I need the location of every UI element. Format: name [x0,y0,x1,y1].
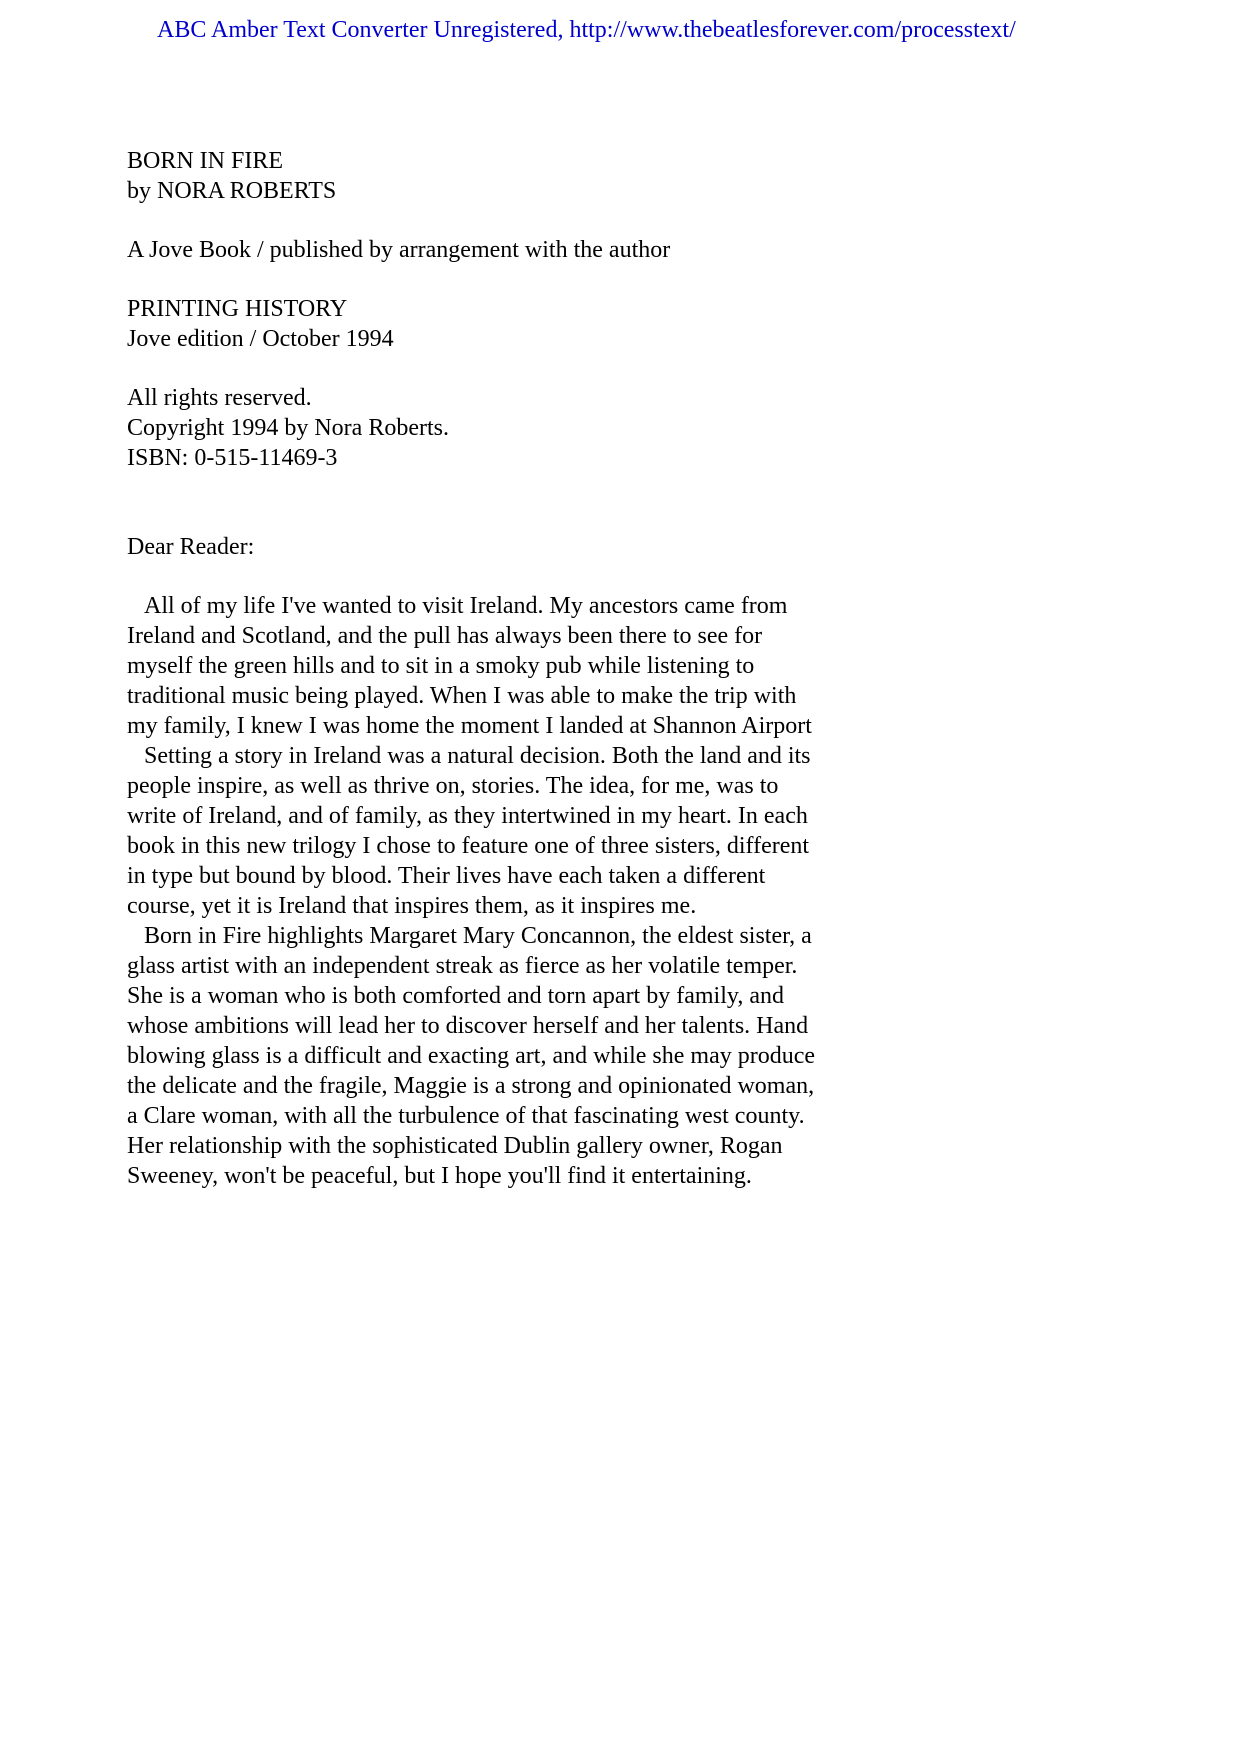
copyright-line: Copyright 1994 by Nora Roberts. [127,415,449,441]
letter-line: Setting a story in Ireland was a natural decision. Both the land and its [144,743,811,769]
letter-line: a Clare woman, with all the turbulence of that fascinating west county. [127,1103,805,1129]
letter-line: course, yet it is Ireland that inspires them, as it inspires me. [127,893,697,919]
book-title: BORN IN FIRE [127,148,284,174]
letter-line: in type but bound by blood. Their lives have each taken a different [127,863,766,889]
letter-line: She is a woman who is both comforted and torn apart by family, and [127,983,784,1009]
letter-line: book in this new trilogy I chose to feature one of three sisters, different [127,833,810,859]
letter-line: Sweeney, won't be peaceful, but I hope you'll find it entertaining. [127,1163,752,1189]
spacer [127,206,827,235]
letter-line: Born in Fire highlights Margaret Mary Concannon, the eldest sister, a [144,923,812,949]
rights-block [127,383,827,473]
letter-line: the delicate and the fragile, Maggie is a strong and opinionated woman, [127,1073,815,1099]
book-author: by NORA ROBERTS [127,178,337,204]
spacer [127,473,827,532]
letter-line: All of my life I've wanted to visit Ireland. My ancestors came from [144,593,788,619]
letter-line: my family, I knew I was home the moment I landed at Shannon Airport [127,713,812,739]
publisher-line: A Jove Book / published by arrangement with the author [127,237,671,263]
letter-line: blowing glass is a difficult and exacting art, and while she may produce [127,1043,816,1069]
spacer [127,265,827,294]
letter-line: traditional music being played. When I was able to make the trip with [127,683,797,709]
spacer [127,354,827,383]
isbn-line: ISBN: 0-515-11469-3 [127,445,338,471]
document-body [127,146,827,1191]
letter-line: whose ambitions will lead her to discover herself and her talents. Hand [127,1013,809,1039]
letter-line: myself the green hills and to sit in a smoky pub while listening to [127,653,755,679]
printing-history [127,294,827,354]
letter-line: Ireland and Scotland, and the pull has always been there to see for [127,623,763,649]
letter-line: glass artist with an independent streak as fierce as her volatile temper. [127,953,798,979]
letter-body [127,591,827,1191]
printing-history-heading: PRINTING HISTORY [127,296,348,322]
letter-salutation: Dear Reader: [127,534,255,560]
letter-line: Her relationship with the sophisticated Dublin gallery owner, Rogan [127,1133,783,1159]
title-block [127,146,827,206]
rights-reserved: All rights reserved. [127,385,312,411]
edition-line: Jove edition / October 1994 [127,326,394,352]
converter-notice-link[interactable]: ABC Amber Text Converter Unregistered, http://www.thebeatlesforever.com/processtext/ [157,17,1016,43]
spacer [127,562,827,591]
letter-line: people inspire, as well as thrive on, stories. The idea, for me, was to [127,773,779,799]
letter-line: write of Ireland, and of family, as they intertwined in my heart. In each [127,803,808,829]
